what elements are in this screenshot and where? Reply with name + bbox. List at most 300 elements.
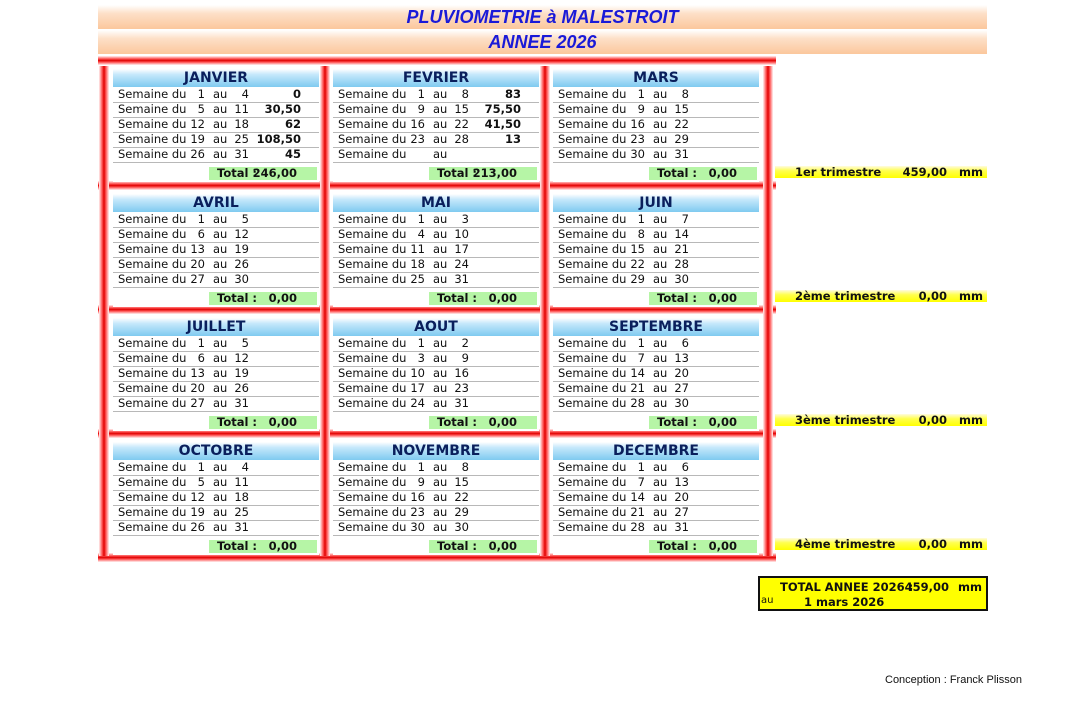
week-start-day: 21 [630,505,645,519]
week-start-day: 20 [190,257,205,271]
week-row [553,257,759,273]
week-end-day: 31 [234,147,249,161]
month-total [429,416,537,429]
week-start-day: 1 [417,87,425,101]
week-end-day: 29 [454,505,469,519]
week-to-label: au [213,102,228,116]
week-row [333,336,539,352]
week-label: Semaine du [118,147,187,161]
month-total [429,292,537,305]
week-to-label: au [433,117,448,131]
week-end-day: 21 [674,242,689,256]
week-start-day: 23 [630,132,645,146]
week-row [113,381,319,397]
month-block-novembre [333,442,539,555]
week-to-label: au [433,490,448,504]
month-title: JUIN [553,194,759,212]
week-to-label: au [433,460,448,474]
week-row [333,396,539,412]
week-start-day: 19 [190,505,205,519]
week-label: Semaine du [118,212,187,226]
week-end-day: 8 [681,87,689,101]
month-total [209,167,317,180]
week-end-day: 23 [454,381,469,395]
month-total-value: 246,00 [252,166,297,180]
week-end-day: 20 [674,490,689,504]
week-start-day: 1 [197,87,205,101]
week-start-day: 4 [417,227,425,241]
week-to-label: au [213,272,228,286]
week-end-day: 7 [681,212,689,226]
week-to-label: au [653,257,668,271]
week-label: Semaine du [338,87,407,101]
week-label: Semaine du [338,257,407,271]
week-row [113,242,319,258]
week-label: Semaine du [118,242,187,256]
week-label: Semaine du [558,117,627,131]
week-to-label: au [653,102,668,116]
week-to-label: au [433,102,448,116]
week-start-day: 24 [410,396,425,410]
week-row [113,132,319,148]
month-title: NOVEMBRE [333,442,539,460]
week-end-day: 10 [454,227,469,241]
week-rainfall-value: 0 [292,87,301,101]
week-row [333,212,539,228]
week-start-day: 1 [197,212,205,226]
week-start-day: 1 [197,460,205,474]
week-start-day: 12 [190,490,205,504]
week-end-day: 11 [234,102,249,116]
week-end-day: 3 [461,212,469,226]
year-total-date-prefix: au [761,595,774,606]
month-total [209,416,317,429]
week-label: Semaine du [338,381,407,395]
week-to-label: au [433,132,448,146]
month-total [209,292,317,305]
week-to-label: au [653,366,668,380]
week-to-label: au [213,227,228,241]
quarter-label: 3ème trimestre [795,413,896,427]
week-row [553,272,759,288]
week-row [333,87,539,103]
week-end-day: 22 [454,490,469,504]
week-to-label: au [213,242,228,256]
week-end-day: 5 [241,336,249,350]
week-label: Semaine du [118,475,187,489]
week-start-day: 3 [417,351,425,365]
week-label: Semaine du [558,242,627,256]
week-label: Semaine du [118,336,187,350]
week-end-day: 8 [461,87,469,101]
week-start-day: 27 [190,272,205,286]
week-row [553,227,759,243]
week-to-label: au [213,475,228,489]
week-to-label: au [653,520,668,534]
year-total-value: 459,00 [904,580,949,594]
week-row [113,257,319,273]
week-end-day: 19 [234,366,249,380]
week-end-day: 25 [234,132,249,146]
week-label: Semaine du [118,490,187,504]
week-label: Semaine du [118,381,187,395]
quarter-label: 4ème trimestre [795,537,896,551]
week-row [333,520,539,536]
month-total-value: 0,00 [708,415,737,429]
week-to-label: au [213,132,228,146]
month-title: DECEMBRE [553,442,759,460]
month-title: SEPTEMBRE [553,318,759,336]
week-label: Semaine du [558,396,627,410]
week-end-day: 9 [461,351,469,365]
week-label: Semaine du [558,381,627,395]
month-total-value: 0,00 [268,291,297,305]
quarter-total-1 [775,166,987,178]
week-to-label: au [213,257,228,271]
month-block-octobre [113,442,319,555]
page-title: PLUVIOMETRIE à MALESTROIT [406,7,679,27]
week-end-day: 27 [674,505,689,519]
week-start-day: 28 [630,520,645,534]
month-total-label: Total : [437,415,478,429]
week-row [333,117,539,133]
month-title: OCTOBRE [113,442,319,460]
week-end-day: 17 [454,242,469,256]
week-end-day: 18 [234,490,249,504]
week-row [553,117,759,133]
week-end-day: 26 [234,257,249,271]
week-end-day: 6 [681,336,689,350]
week-end-day: 20 [674,366,689,380]
week-row [333,490,539,506]
month-block-mai [333,194,539,307]
week-start-day: 5 [197,102,205,116]
page-subtitle: ANNEE 2026 [488,32,597,52]
week-start-day: 10 [410,366,425,380]
week-label: Semaine du [558,490,627,504]
week-to-label: au [653,147,668,161]
week-start-day: 16 [410,117,425,131]
week-row [333,227,539,243]
week-start-day: 1 [417,460,425,474]
week-end-day: 22 [674,117,689,131]
week-to-label: au [653,460,668,474]
week-label: Semaine du [558,132,627,146]
month-total-value: 0,00 [708,291,737,305]
week-end-day: 28 [454,132,469,146]
week-label: Semaine du [558,147,627,161]
week-start-day: 28 [630,396,645,410]
week-row [553,396,759,412]
week-row [333,257,539,273]
week-row [113,490,319,506]
week-to-label: au [213,460,228,474]
week-to-label: au [433,396,448,410]
year-total-date: 1 mars 2026 [804,595,885,609]
week-end-day: 30 [234,272,249,286]
week-label: Semaine du [558,212,627,226]
week-label: Semaine du [338,242,407,256]
month-block-janvier [113,69,319,182]
week-start-day: 1 [197,336,205,350]
week-end-day: 22 [454,117,469,131]
week-label: Semaine du [338,272,407,286]
quarter-unit: mm [959,537,983,551]
week-rainfall-value: 62 [284,117,301,131]
month-title: JANVIER [113,69,319,87]
week-label: Semaine du [118,117,187,131]
month-total-label: Total : [437,166,478,180]
week-row [113,336,319,352]
week-label: Semaine du [558,102,627,116]
week-row [113,87,319,103]
week-row [553,475,759,491]
week-start-day: 21 [630,381,645,395]
week-start-day: 17 [410,381,425,395]
week-label: Semaine du [558,272,627,286]
week-label: Semaine du [558,460,627,474]
week-end-day: 11 [234,475,249,489]
week-to-label: au [213,147,228,161]
month-total-label: Total : [657,539,698,553]
frame-bar-top [98,56,776,65]
week-to-label: au [653,475,668,489]
quarter-unit: mm [959,413,983,427]
week-label: Semaine du [338,336,407,350]
week-row [113,366,319,382]
week-row [553,490,759,506]
month-block-mars [553,69,759,182]
week-label: Semaine du [118,351,187,365]
week-start-day: 15 [630,242,645,256]
week-row [333,366,539,382]
week-end-day: 12 [234,227,249,241]
title-banner-1 [98,5,987,29]
month-total-value: 0,00 [488,291,517,305]
week-end-day: 31 [674,520,689,534]
week-row [113,212,319,228]
week-row [553,147,759,163]
week-start-day: 1 [637,87,645,101]
week-rainfall-value: 30,50 [264,102,301,116]
week-to-label: au [213,490,228,504]
week-row [333,381,539,397]
month-total [429,167,537,180]
frame-bar-left [99,66,109,556]
week-label: Semaine du [558,351,627,365]
month-total-value: 0,00 [708,539,737,553]
week-to-label: au [433,147,448,161]
week-label: Semaine du [338,147,407,161]
week-end-day: 28 [674,257,689,271]
week-row [553,351,759,367]
week-label: Semaine du [118,396,187,410]
week-end-day: 31 [234,520,249,534]
month-total-label: Total : [217,291,258,305]
week-label: Semaine du [118,102,187,116]
week-row [333,351,539,367]
month-total-value: 0,00 [268,539,297,553]
week-row [553,212,759,228]
week-end-day: 15 [674,102,689,116]
week-row [333,505,539,521]
week-row [553,366,759,382]
month-title: MARS [553,69,759,87]
month-total-value: 213,00 [472,166,517,180]
quarter-value: 0,00 [918,537,947,551]
week-row [113,475,319,491]
week-label: Semaine du [118,257,187,271]
week-start-day: 16 [410,490,425,504]
week-start-day: 23 [410,505,425,519]
quarter-unit: mm [959,289,983,303]
week-to-label: au [433,242,448,256]
month-total-value: 0,00 [708,166,737,180]
week-to-label: au [213,117,228,131]
week-end-day: 31 [454,396,469,410]
week-row [113,520,319,536]
week-end-day: 19 [234,242,249,256]
week-end-day: 13 [674,351,689,365]
week-label: Semaine du [338,117,407,131]
month-title: AVRIL [113,194,319,212]
week-end-day: 15 [454,475,469,489]
month-block-juin [553,194,759,307]
week-to-label: au [213,351,228,365]
week-start-day: 19 [190,132,205,146]
week-label: Semaine du [558,336,627,350]
frame-bar-col2 [540,66,550,556]
week-to-label: au [433,212,448,226]
week-row [113,460,319,476]
month-total-label: Total : [657,291,698,305]
week-row [333,272,539,288]
week-end-day: 30 [454,520,469,534]
week-label: Semaine du [118,87,187,101]
month-total-label: Total : [657,166,698,180]
week-to-label: au [653,227,668,241]
week-row [553,520,759,536]
month-title: JUILLET [113,318,319,336]
week-end-day: 30 [674,396,689,410]
week-end-day: 25 [234,505,249,519]
month-title: MAI [333,194,539,212]
week-to-label: au [433,351,448,365]
week-start-day: 27 [190,396,205,410]
week-start-day: 14 [630,490,645,504]
year-total-box [758,576,988,611]
week-to-label: au [433,227,448,241]
week-start-day: 20 [190,381,205,395]
title-banner-2 [98,30,987,54]
month-title: FEVRIER [333,69,539,87]
week-rainfall-value: 13 [504,132,521,146]
week-label: Semaine du [558,366,627,380]
week-start-day: 30 [630,147,645,161]
week-end-day: 4 [241,460,249,474]
week-row [113,351,319,367]
week-label: Semaine du [338,366,407,380]
week-end-day: 2 [461,336,469,350]
week-to-label: au [653,87,668,101]
week-end-day: 15 [454,102,469,116]
week-start-day: 6 [197,227,205,241]
week-to-label: au [653,272,668,286]
week-start-day: 26 [190,520,205,534]
week-to-label: au [653,490,668,504]
month-total-label: Total : [217,415,258,429]
week-label: Semaine du [118,132,187,146]
week-end-day: 13 [674,475,689,489]
week-to-label: au [653,505,668,519]
week-start-day: 22 [630,257,645,271]
week-to-label: au [213,366,228,380]
week-label: Semaine du [558,505,627,519]
week-to-label: au [213,381,228,395]
week-label: Semaine du [338,212,407,226]
month-total-value: 0,00 [488,415,517,429]
week-rainfall-value: 75,50 [484,102,521,116]
week-to-label: au [433,505,448,519]
week-end-day: 5 [241,212,249,226]
week-end-day: 31 [674,147,689,161]
quarter-label: 2ème trimestre [795,289,896,303]
week-start-day: 9 [417,475,425,489]
week-to-label: au [653,117,668,131]
week-label: Semaine du [338,132,407,146]
quarter-value: 0,00 [918,289,947,303]
week-end-day: 26 [234,381,249,395]
week-label: Semaine du [118,272,187,286]
week-to-label: au [213,396,228,410]
week-end-day: 16 [454,366,469,380]
quarter-total-4 [775,538,987,550]
quarter-total-3 [775,414,987,426]
month-block-juillet [113,318,319,431]
week-row [553,102,759,118]
week-row [333,242,539,258]
week-label: Semaine du [118,460,187,474]
month-total [429,540,537,553]
week-end-day: 29 [674,132,689,146]
week-start-day: 13 [190,366,205,380]
week-to-label: au [653,132,668,146]
week-label: Semaine du [338,475,407,489]
week-rainfall-value: 45 [284,147,301,161]
week-row [553,87,759,103]
week-row [113,102,319,118]
week-label: Semaine du [118,366,187,380]
week-start-day: 1 [417,212,425,226]
week-start-day: 9 [637,102,645,116]
month-total [649,292,757,305]
week-row [333,460,539,476]
week-label: Semaine du [558,475,627,489]
week-to-label: au [653,396,668,410]
week-end-day: 14 [674,227,689,241]
week-row [553,505,759,521]
week-start-day: 8 [637,227,645,241]
week-label: Semaine du [338,490,407,504]
week-start-day: 30 [410,520,425,534]
week-to-label: au [433,272,448,286]
week-to-label: au [653,242,668,256]
month-total [649,540,757,553]
month-total-label: Total : [657,415,698,429]
month-total-label: Total : [217,166,258,180]
week-label: Semaine du [118,227,187,241]
week-end-day: 8 [461,460,469,474]
